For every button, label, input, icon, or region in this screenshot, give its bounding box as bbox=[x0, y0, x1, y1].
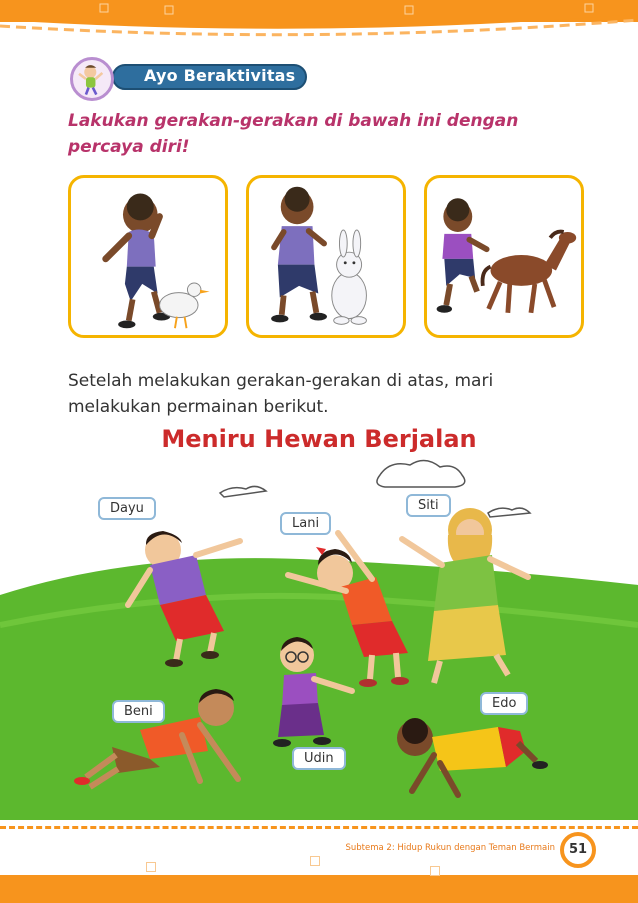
instruction-text: Lakukan gerakan-gerakan di bawah ini dengan percaya diri! bbox=[68, 111, 519, 157]
child-horse-illustration bbox=[427, 178, 581, 335]
intro-paragraph: Setelah melakukan gerakan-gerakan di atas, mari melakukan permainan berikut. bbox=[68, 371, 494, 417]
panel-duck bbox=[68, 175, 228, 338]
footer-dash-line bbox=[0, 826, 638, 829]
footer-subtheme: Subtema 2: Hidup Rukun dengan Teman Bermain bbox=[345, 843, 555, 853]
child-rabbit-illustration bbox=[249, 178, 403, 335]
decor-square bbox=[430, 866, 440, 876]
panel-rabbit bbox=[246, 175, 406, 338]
child-icon bbox=[70, 57, 114, 101]
child-duck-illustration bbox=[71, 178, 225, 335]
activity-badge bbox=[70, 57, 310, 97]
name-label-dayu: Dayu bbox=[98, 497, 156, 520]
cloud bbox=[377, 460, 465, 487]
name-label-beni: Beni bbox=[112, 700, 165, 723]
page-number: 51 bbox=[560, 832, 596, 868]
name-label-udin: Udin bbox=[292, 747, 346, 770]
badge-label: Ayo Beraktivitas bbox=[144, 66, 296, 85]
name-label-lani: Lani bbox=[280, 512, 331, 535]
game-title: Meniru Hewan Berjalan bbox=[161, 425, 477, 453]
bottom-band bbox=[0, 875, 638, 903]
name-label-siti: Siti bbox=[406, 494, 451, 517]
name-label-edo: Edo bbox=[480, 692, 528, 715]
cloud bbox=[220, 486, 266, 497]
panel-horse bbox=[424, 175, 584, 338]
top-decoration bbox=[0, 0, 638, 60]
decor-square bbox=[310, 856, 320, 866]
decor-square bbox=[146, 862, 156, 872]
cloud bbox=[488, 508, 530, 517]
